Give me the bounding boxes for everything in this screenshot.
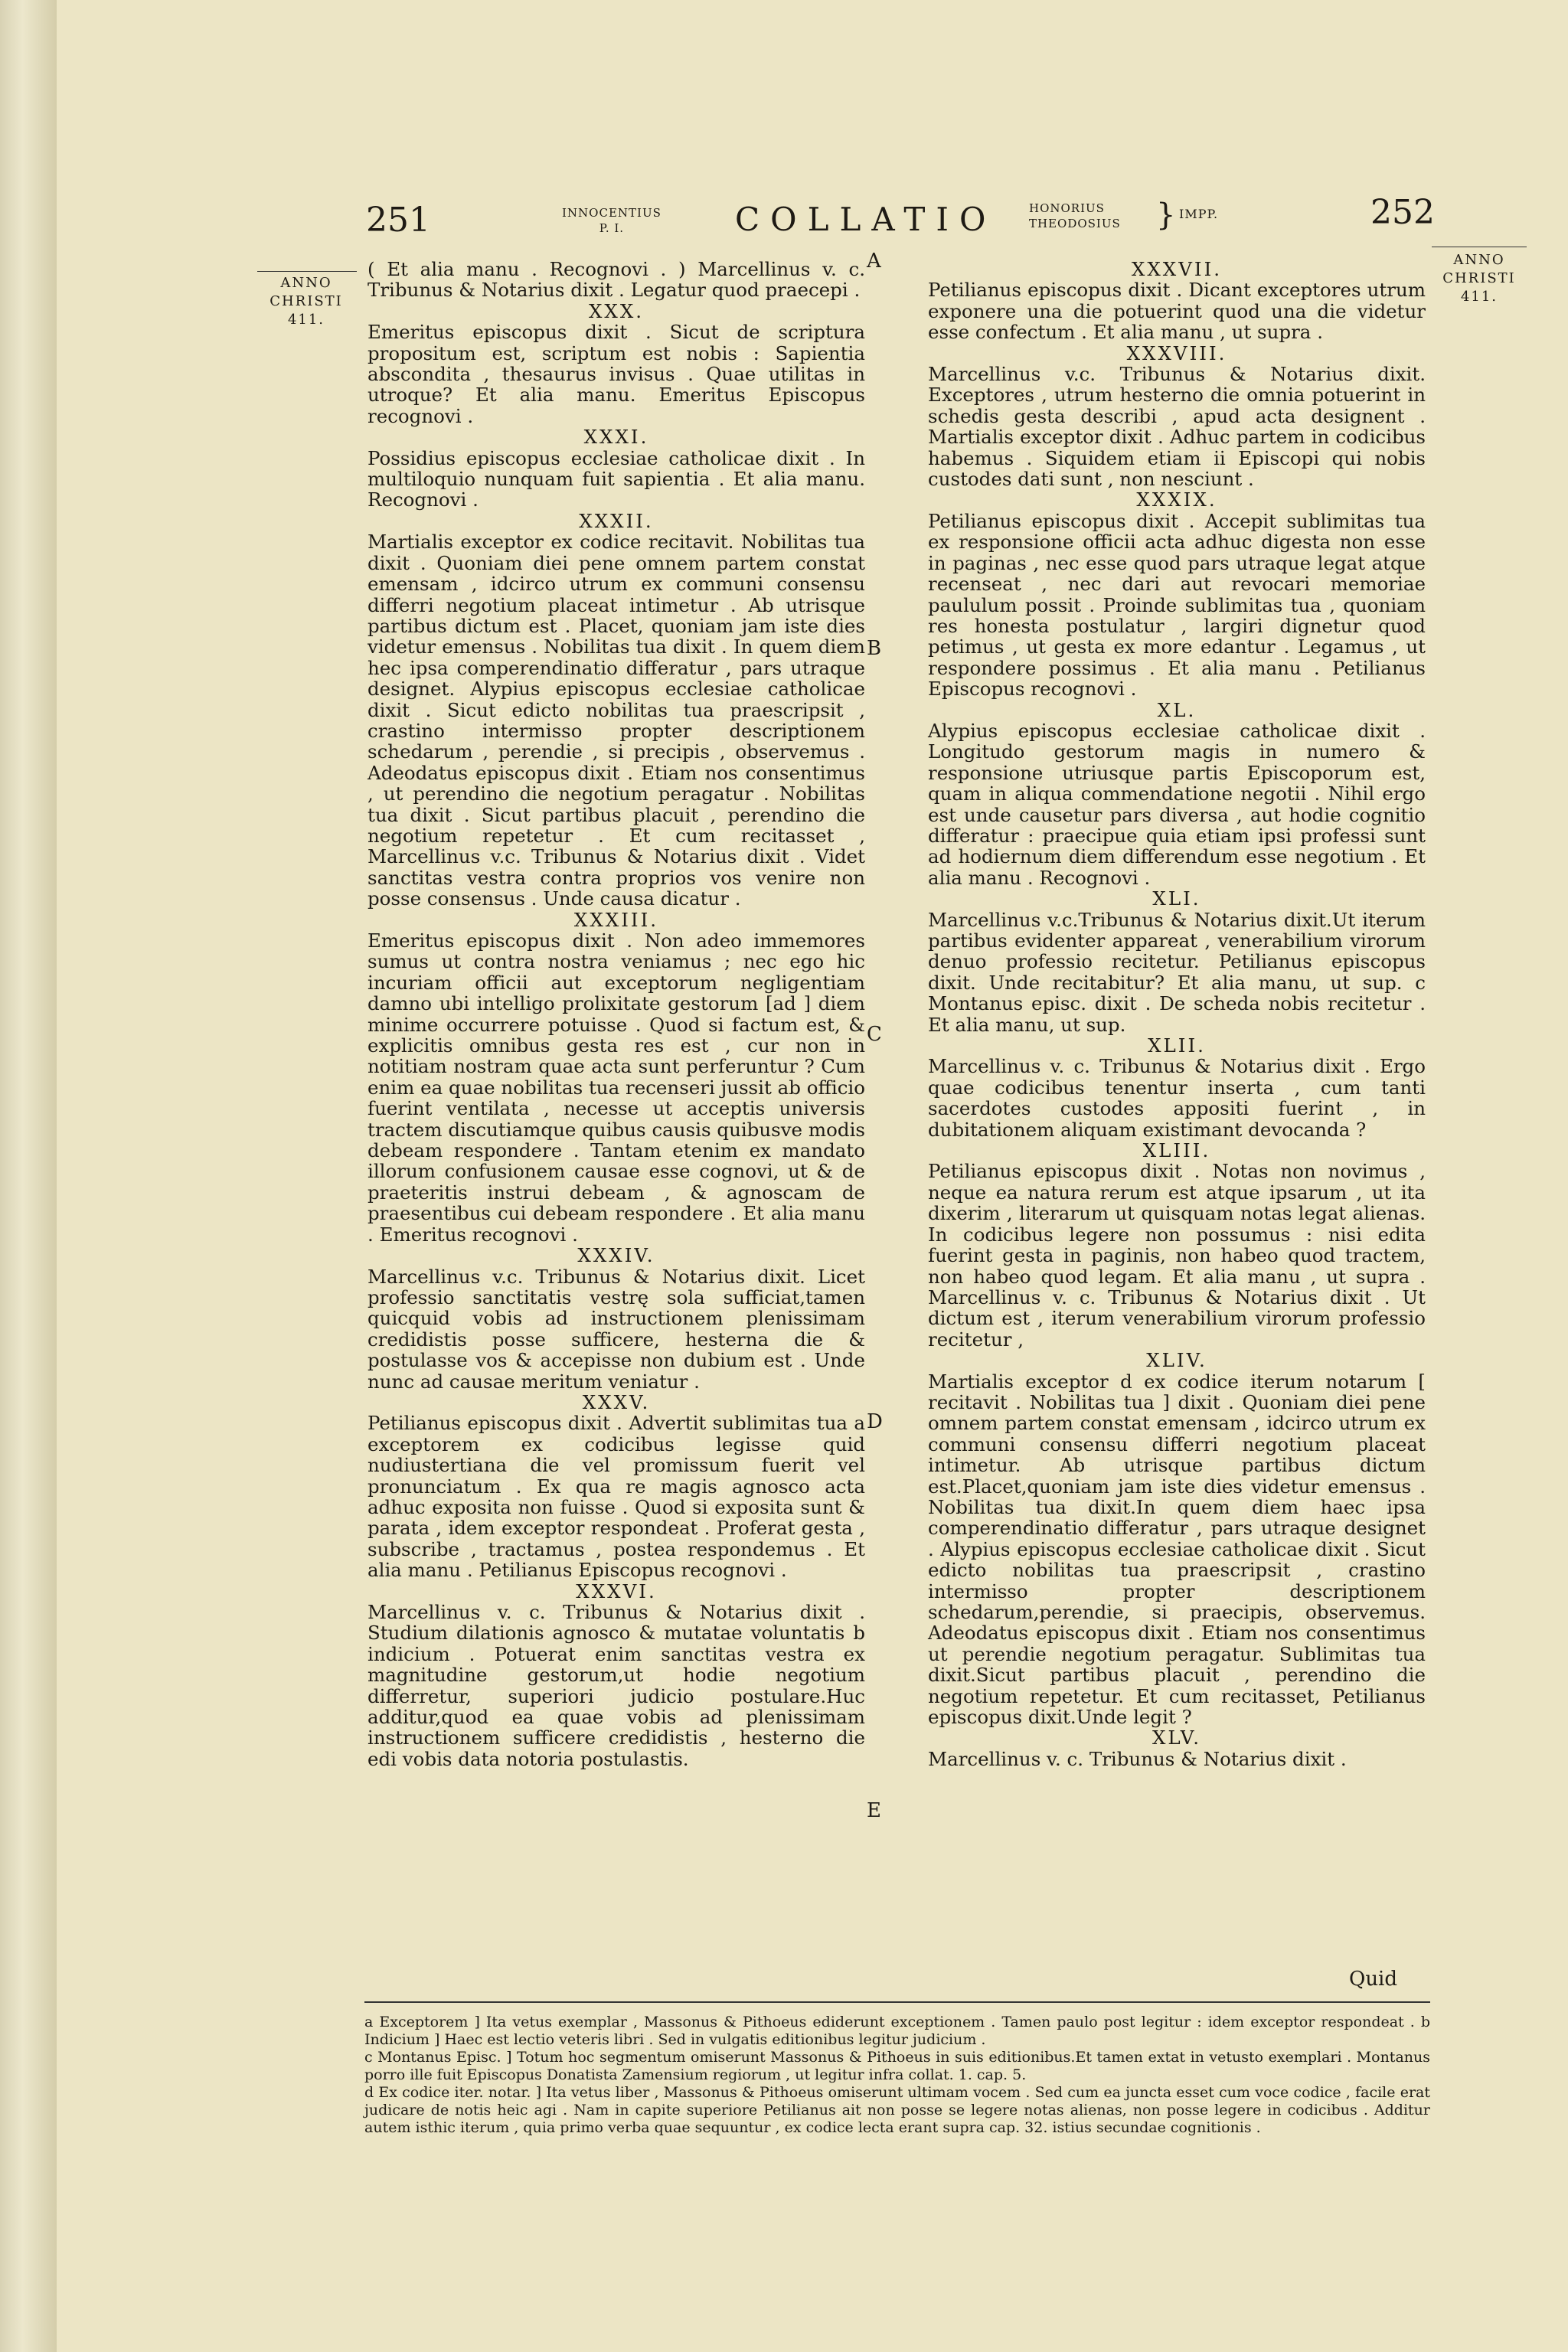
header-impp: IMPP. xyxy=(1179,207,1219,221)
paragraph: Marcellinus v. c. Tribunus & Notarius dixit . xyxy=(928,1747,1347,1770)
chapter-number: XXXIX. xyxy=(1136,488,1217,511)
chapter-number: XXXII. xyxy=(579,509,654,532)
paragraph: Marcellinus v.c. Tribunus & Notarius dixit. Licet professio sanctitatis vestrę sola sufficiat,tamen quicquid vobis ad instructionem plenissimam credidistis posse sufficere, hesterna die & postulasse vos & accepisse non dubium est . Unde nunc ad causae meritum veniatur . xyxy=(368,1265,865,1393)
margin-year-right: ANNO CHRISTI 411. xyxy=(1442,252,1516,305)
chapter-number: XL. xyxy=(1157,698,1197,721)
chapter-number: XXXV. xyxy=(582,1390,651,1413)
header-emperors: HONORIUS THEODOSIUS xyxy=(1029,201,1121,230)
paragraph: Emeritus episcopus dixit . Sicut de scriptura propositum est, scriptum est nobis : Sapientia abscondita , thesaurus invisus . Quae utilitas in utroque? Et alia manu. Emeritus Episcopus recognovi . xyxy=(368,321,865,427)
chapter-number: XXXI. xyxy=(583,426,649,449)
page-number-left: 251 xyxy=(366,201,430,240)
paragraph: Marcellinus v.c. Tribunus & Notarius dixit. Exceptores , utrum hesterno die omnia potuerint in schedis gesta describi , apud acta designent . Martialis exceptor dixit . Adhuc partem in codicibus habemus . Siquidem etiam ii Episcopi qui nobis custodes dati sunt , non nesciunt . xyxy=(928,363,1426,491)
header-brace: } xyxy=(1156,198,1176,233)
paragraph: Petilianus episcopus dixit . Dicant exceptores utrum exponere una die potuerint quod una die videtur esse confectum . Et alia manu , ut supra . xyxy=(928,279,1426,344)
paragraph: Marcellinus v. c. Tribunus & Notarius dixit . Studium dilationis agnosco & mutatae voluntatis b indicium . Potuerat enim sanctitas vestra ex magnitudine gestorum,ut hodie negotium differretur, superiori judicio postulare.Huc additur,quod ea quae vobis ad plenissimam instructionem sufficere credidistis , hesterno die edi vobis data notoria postulastis. xyxy=(368,1601,865,1770)
chapter-number: XXXVI. xyxy=(576,1579,657,1602)
text-column-right xyxy=(928,259,1426,1769)
margin-rule-left xyxy=(257,271,357,272)
footnote: d Ex codice iter. notar. ] Ita vetus liber , Massonus & Pithoeus omiserunt ultimam vocem . Sed cum ea juncta esset cum voce codice , facile erat judicare de notis heic agi . Nam in capite superiore Petilianus ait non posse se legere notas alienas, non posse legere in codicibus . Additur autem isthic iterum , quia primo verba quae sequuntur , ex codice lecta erant supra cap. 32. istius secundae cognitionis . xyxy=(364,2084,1430,2136)
section-mark-b: B xyxy=(867,637,882,660)
paragraph: Petilianus episcopus dixit . Accepit sublimitas tua ex responsione officii acta adhuc digesta non esse in paginas , nec esse quod pars utraque legat atque recenseat , nec dari aut revocari memoriae paululum possit . Proinde sublimitas tua , quoniam res honesta postulatur , largiri dignetur quod petimus , ut gesta ex more edantur . Legamus , ut respondere possimus . Et alia manu . Petilianus Episcopus recognovi . xyxy=(928,509,1426,701)
paragraph: Petilianus episcopus dixit . Advertit sublimitas tua a exceptorem ex codicibus legisse quid nudiustertiana die vel promissum fuerit vel pronunciatum . Ex qua re magis agnosco acta adhuc exposita non fuisse . Quod si exposita sunt & parata , idem exceptor respondeat . Proferat gesta , subscribe , tractamus , postea respondemus . Et alia manu . Petilianus Episcopus recognovi . xyxy=(368,1412,865,1582)
section-mark-e: E xyxy=(867,1799,881,1822)
footnotes xyxy=(364,2014,1430,2137)
header-pope: INNOCENTIUS P. I. xyxy=(562,206,662,235)
paragraph: Martialis exceptor d ex codice iterum notarum [ recitavit . Nobilitas tua ] dixit . Quoniam diei pene omnem partem constat emensam , idcirco utrum ex communi consensu differri negotium placeat intimetur. Ab utrisque partibus dictum est.Placet,quoniam jam iste dies videtur emensus . Nobilitas tua dixit.In quem diem haec ipsa comperendinatio differatur , pars utraque designet . Alypius episcopus ecclesiae catholicae dixit . Sicut edicto nobilitas tua praescripsit , crastino intermisso propter descriptionem schedarum,perendie, si praecipis, observemus. Adeodatus episcopus dixit . Etiam nos consentimus ut perendie negotium peragatur. Sublimitas tua dixit.Sicut partibus placuit , perendino die negotium repetetur. Et cum recitasset, Petilianus episcopus dixit.Unde legit ? xyxy=(928,1370,1426,1729)
chapter-number: XXXVIII. xyxy=(1126,341,1227,364)
section-mark-c: C xyxy=(867,1023,882,1046)
page-number-right: 252 xyxy=(1370,193,1435,232)
footnote: a Exceptorem ] Ita vetus exemplar , Massonus & Pithoeus ediderunt exceptionem . Tamen paulo post legitur : idem exceptor respondeat . b Indicium ] Haec est lectio veteris libri . Sed in vulgatis editionibus legitur judicium . xyxy=(364,2014,1430,2048)
chapter-number: XXX. xyxy=(588,299,645,322)
catchword: Quid xyxy=(1349,1968,1398,1991)
chapter-number: XLII. xyxy=(1148,1034,1206,1057)
footnote-rule xyxy=(364,2001,1430,2003)
running-title: COLLATIO xyxy=(735,201,997,238)
paragraph: Possidius episcopus ecclesiae catholicae dixit . In multiloquio nunquam fuit sapientia . Et alia manu. Recognovi . xyxy=(368,446,865,511)
paragraph: Marcellinus v.c.Tribunus & Notarius dixit.Ut iterum partibus evidenter appareat , venerabilium virorum denuo professio recitetur. Petilianus episcopus dixit. Unde recitabitur? Et alia manu, ut sup. c Montanus episc. dixit . De scheda nobis recitetur . Et alia manu, ut sup. xyxy=(928,908,1426,1036)
chapter-number: XXXIII. xyxy=(573,908,659,931)
paragraph: ( Et alia manu . Recognovi . ) Marcellinus v. c. Tribunus & Notarius dixit . Legatur quod praecepi . xyxy=(368,258,865,302)
section-mark-a: A xyxy=(867,250,881,273)
paragraph: Alypius episcopus ecclesiae catholicae dixit . Longitudo gestorum magis in numero & responsione utriusque partis Episcoporum est, quam in aliqua commendatione negotii . Nihil ergo est unde causetur pars diversa , aut hodie cognitio differatur : praecipue quia etiam ipsi professi sunt ad hodiernum diem differendum esse negotium . Et alia manu . Recognovi . xyxy=(928,719,1426,889)
paragraph: Petilianus episcopus dixit . Notas non novimus , neque ea natura rerum est atque ipsarum , ut ita dixerim , literarum ut quisquam notas legat alienas. In codicibus legere non possumus : nisi edita fuerint gesta in paginis, non habeo quod tractem, non habeo quod legam. Et alia manu , ut supra . Marcellinus v. c. Tribunus & Notarius dixit . Ut dictum est , iterum venerabilium virorum professio recitetur , xyxy=(928,1160,1426,1351)
margin-year-left: ANNO CHRISTI 411. xyxy=(270,275,343,328)
chapter-number: XXXIV. xyxy=(577,1244,655,1267)
section-mark-d: D xyxy=(867,1410,883,1433)
paragraph: Emeritus episcopus dixit . Non adeo immemores sumus ut contra nostra veniamus ; nec ego hic incuriam officii aut exceptorum negligentiam damno ubi intelligo prolixitate gestorum [ad ] diem minime occurrere potuisse . Quod si factum est, & explicitis omnibus gesta res est , cur non in notitiam nostram quae acta sunt perferuntur ? Cum enim ea quae nobilitas tua recenseri jussit ab officio fuerint ventilata , necesse ut acceptis universis tractem discutiamque quibus causis quibusve modis debeam respondere . Tantam etenim ex mandato illorum confusionem causae esse cognovi, ut & de praeteritis instrui debeam , & agnoscam de praesentibus cui debeam respondere . Et alia manu . Emeritus recognovi . xyxy=(368,929,865,1246)
chapter-number: XLIV. xyxy=(1146,1349,1207,1372)
paragraph: Marcellinus v. c. Tribunus & Notarius dixit . Ergo quae codicibus tenentur inserta , cum tanti sacerdotes custodes appositi fuerint , in dubitationem aliquam existimant devocanda ? xyxy=(928,1055,1426,1141)
book-page-edge xyxy=(0,0,57,2352)
chapter-number: XXXVII. xyxy=(1131,258,1223,280)
chapter-number: XLIII. xyxy=(1142,1139,1211,1162)
paragraph: Martialis exceptor ex codice recitavit. Nobilitas tua dixit . Quoniam diei pene omnem partem constat emensam , idcirco utrum ex communi consensu differri negotium placeat intimetur . Ab utrisque partibus dictum est . Placet, quoniam jam iste dies videtur emensus . Nobilitas tua dixit . In quem diem hec ipsa comperendinatio differatur , pars utraque designet. Alypius episcopus ecclesiae catholicae dixit . Sicut edicto nobilitas tua praescripsit , crastino intermisso propter descriptionem schedarum , perendie , si precipis , observemus . Adeodatus episcopus dixit . Etiam nos consentimus , ut perendino die negotium peragatur . Nobilitas tua dixit . Sicut partibus placuit , perendino die negotium repetetur . Et cum recitasset , Marcellinus v.c. Tribunus & Notarius dixit . Videt sanctitas vestra contra proprios vos venire non posse consensus . Unde causa dicatur . xyxy=(368,531,865,910)
chapter-number: XLV. xyxy=(1152,1726,1201,1749)
footnote: c Montanus Episc. ] Totum hoc segmentum omiserunt Massonus & Pithoeus in suis editionibus.Et tamen extat in vetusto exemplari . Montanus porro ille fuit Episcopus Donatista Zamensium regiorum , ut legitur infra collat. 1. cap. 5. xyxy=(364,2049,1430,2083)
text-column-left xyxy=(368,259,865,1769)
chapter-number: XLI. xyxy=(1152,887,1201,910)
